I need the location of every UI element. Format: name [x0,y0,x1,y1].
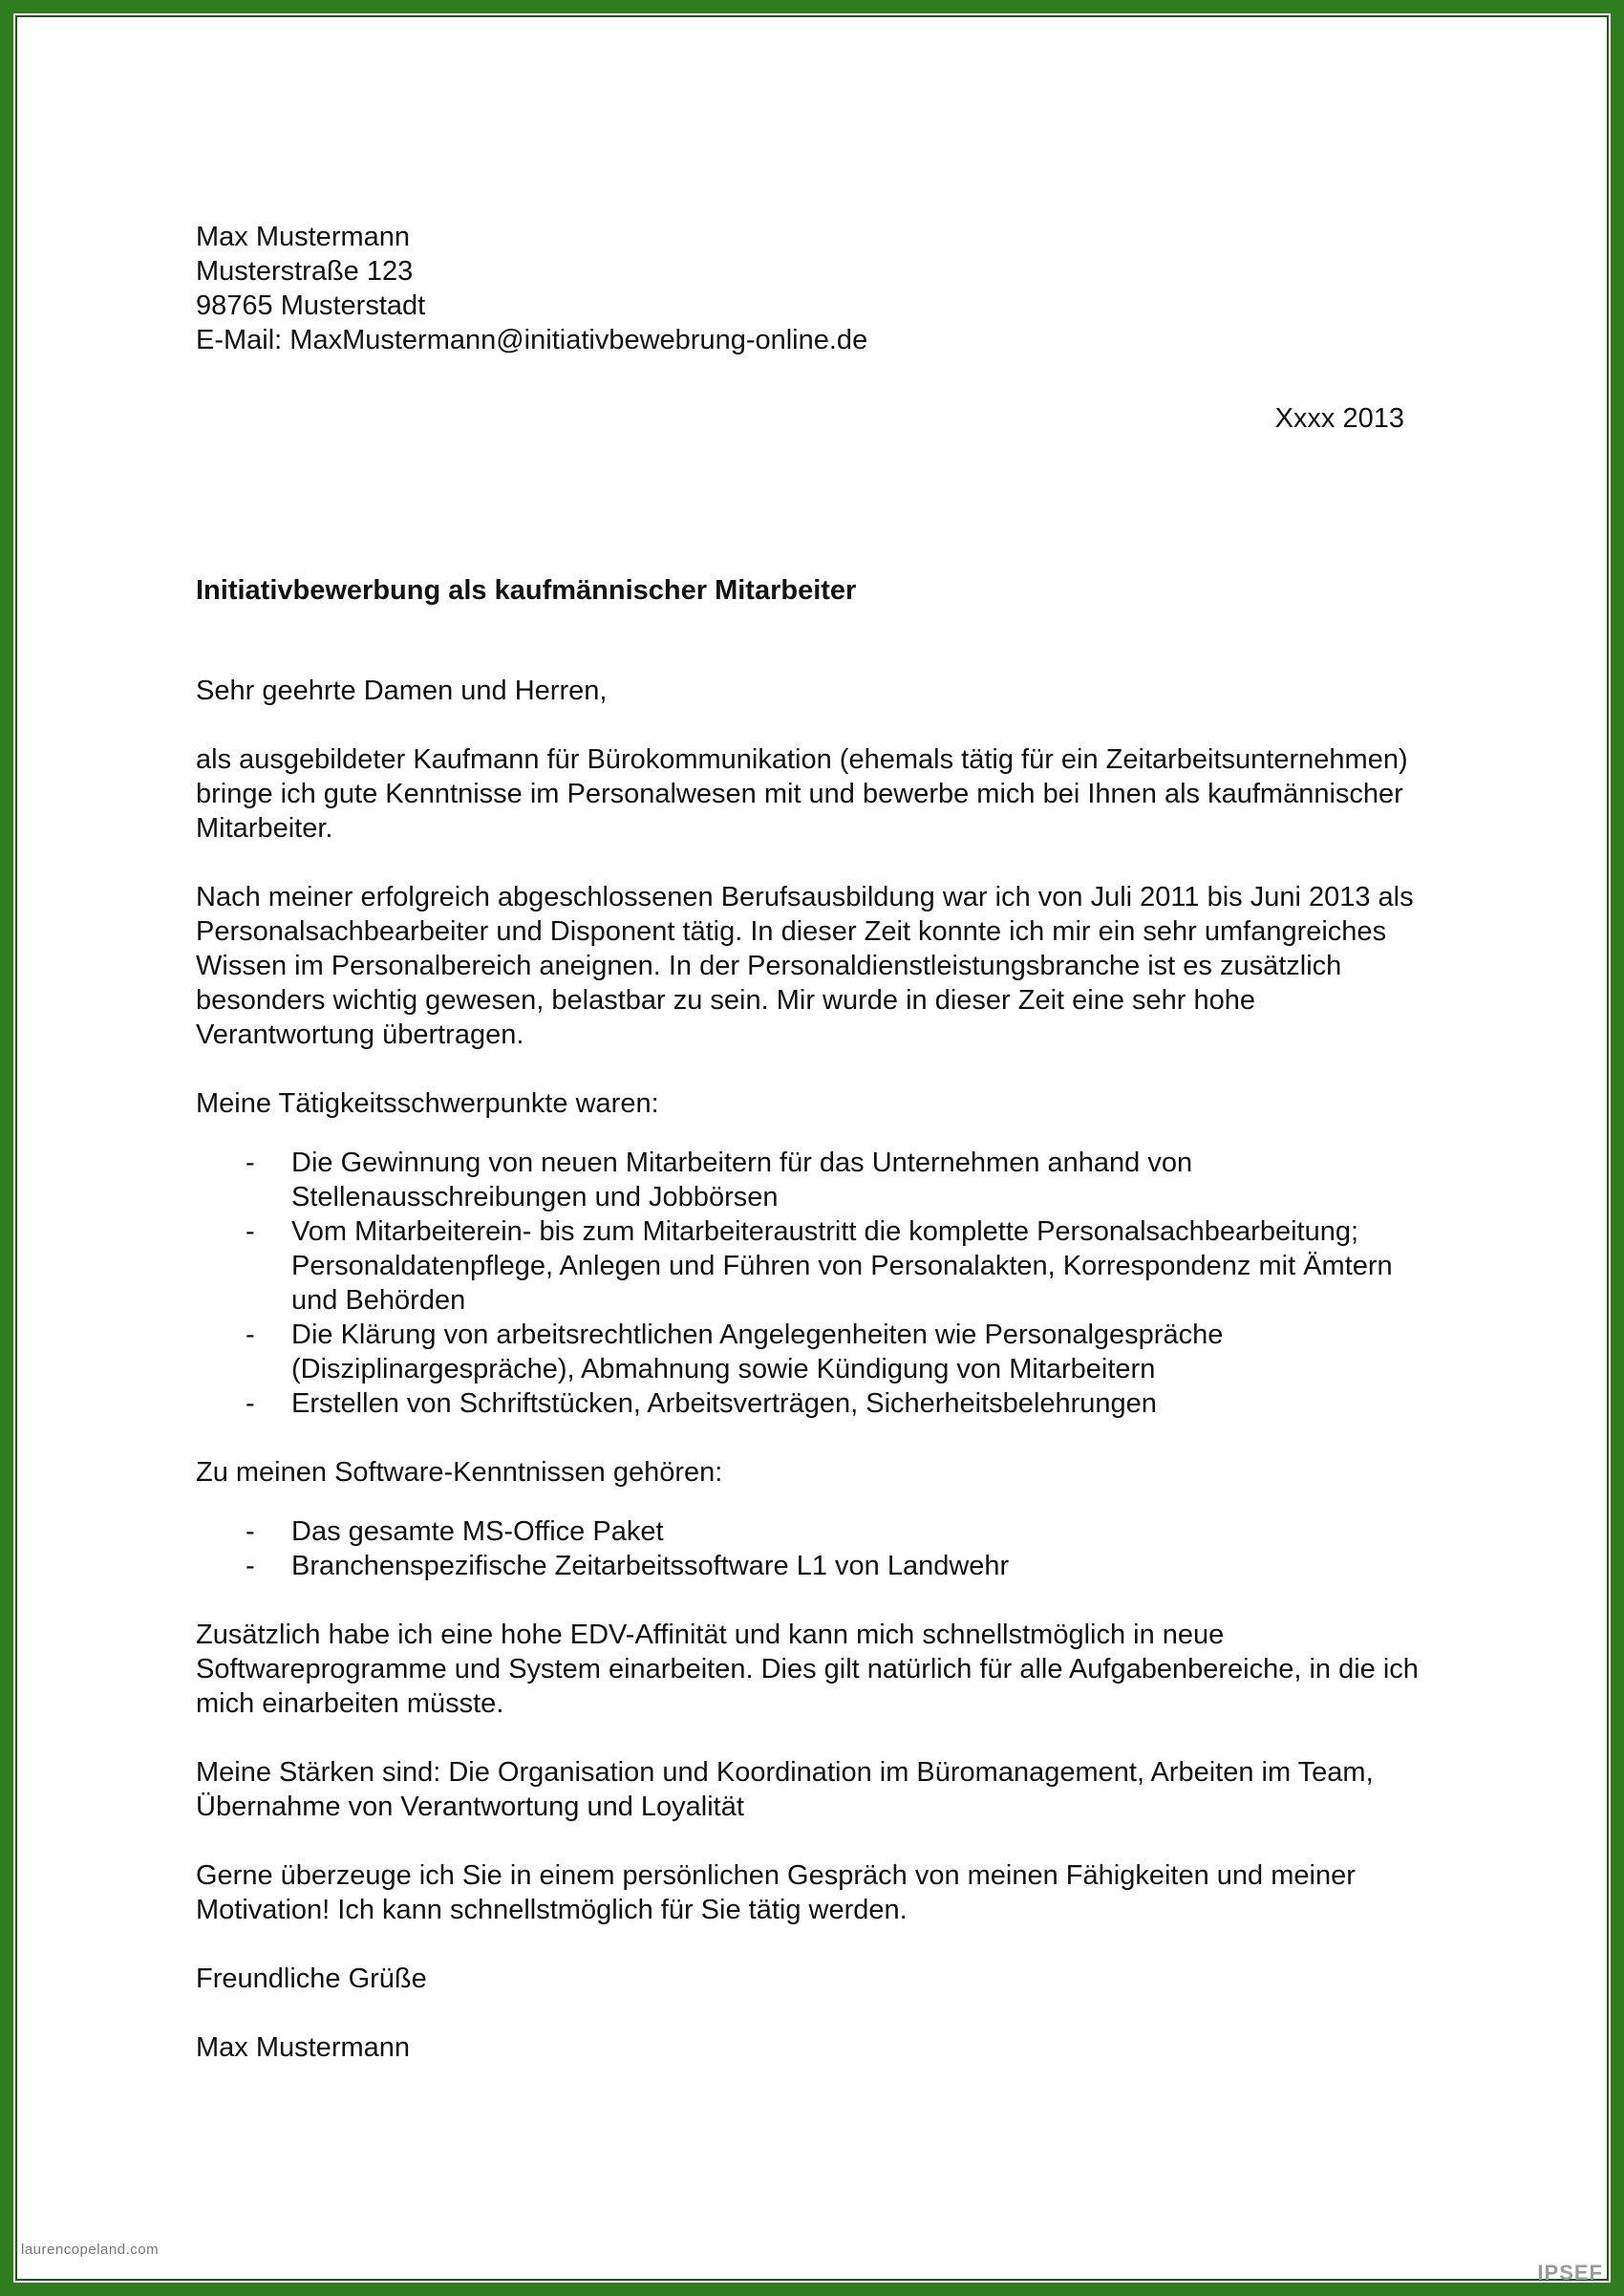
dash-marker: - [246,1320,255,1350]
list-item [196,1514,1438,1549]
paragraph-duties-intro: Meine Tätigkeitsschwerpunkte waren: [196,1088,659,1119]
list-item-text: Erstellen von Schriftstücken, Arbeitsverträgen, Sicherheitsbelehrungen [291,1388,1157,1419]
paragraph-edv: Zusätzlich habe ich eine hohe EDV-Affinität und kann mich schnellstmöglich in neue Softwareprogramme und System einarbeiten. Dies gilt natürlich für alle Aufgabenbereiche, in die ich mich einarbeiten müsste. [196,1620,1419,1719]
list-item [196,1318,1438,1386]
closing: Freundliche Grüße [196,1963,427,1994]
sender-street: Musterstraße 123 [196,256,414,287]
list-item [196,1386,1438,1421]
list-item-text: Branchenspezifische Zeitarbeitssoftware L1 von Landwehr [291,1551,1010,1581]
sender-name: Max Mustermann [196,222,411,252]
dash-marker: - [246,1516,255,1547]
duties-list [196,1146,1438,1421]
software-list [196,1514,1438,1583]
paragraph-software-intro: Zu meinen Software-Kenntnissen gehören: [196,1457,723,1488]
list-item-text: Die Klärung von arbeitsrechtlichen Angelegenheiten wie Personalgespräche (Disziplinargespräche), Abmahnung sowie Kündigung von Mitarbeitern [291,1320,1224,1384]
list-item [196,1146,1438,1214]
dash-marker: - [246,1388,255,1419]
list-item-text: Vom Mitarbeiterein- bis zum Mitarbeiteraustritt die komplette Personalsachbearbeitung; Personaldatenpflege, Anlegen und Führen von Personalakten, Korrespondenz mit Ämtern und Behörden [291,1216,1393,1316]
letter [196,220,1438,2063]
sender-address [196,220,1438,357]
list-item-text: Die Gewinnung von neuen Mitarbeitern für das Unternehmen anhand von Stellenausschreibungen und Jobbörsen [291,1148,1193,1212]
letter-body [196,674,1438,2099]
list-item [196,1549,1438,1583]
paragraph-experience: Nach meiner erfolgreich abgeschlossenen Berufsausbildung war ich von Juli 2011 bis Juni 2013 als Personalsachbearbeiter und Disponent tätig. In dieser Zeit konnte ich mir ein sehr umfangreiches Wissen im Personalbereich aneignen. In der Personaldienstleistungsbranche ist es zusätzlich besonders wichtig gewesen, belastbar zu sein. Mir wurde in dieser Zeit eine sehr hohe Verantwortung übertragen. [196,882,1414,1050]
letter-date: Xxxx 2013 [1274,403,1404,434]
corner-logo: IPSEF [1537,2261,1603,2285]
dash-marker: - [246,1216,255,1247]
sender-city: 98765 Musterstadt [196,290,426,321]
list-item-text: Das gesamte MS-Office Paket [291,1516,664,1547]
list-item [196,1214,1438,1318]
sender-email: E-Mail: MaxMustermann@initiativbewebrung-online.de [196,325,868,355]
salutation: Sehr geehrte Damen und Herren, [196,676,608,706]
paragraph-strengths: Meine Stärken sind: Die Organisation und Koordination im Büromanagement, Arbeiten im Team, Übernahme von Verantwortung und Loyalität [196,1757,1374,1822]
dash-marker: - [246,1148,255,1178]
paragraph-intro: als ausgebildeter Kaufmann für Bürokommunikation (ehemals tätig für ein Zeitarbeitsunternehmen) bringe ich gute Kenntnisse im Personalwesen mit und bewerbe mich bei Ihnen als kaufmännischer Mitarbeiter. [196,744,1408,844]
dash-marker: - [246,1551,255,1581]
signature: Max Mustermann [196,2032,411,2063]
paragraph-motivation: Gerne überzeuge ich Sie in einem persönlichen Gespräch von meinen Fähigkeiten und meiner Motivation! Ich kann schnellstmöglich für Sie tätig werden. [196,1860,1356,1925]
watermark-text: laurencopeland.com [21,2242,160,2258]
letter-subject: Initiativbewerbung als kaufmännischer Mitarbeiter [196,575,857,606]
